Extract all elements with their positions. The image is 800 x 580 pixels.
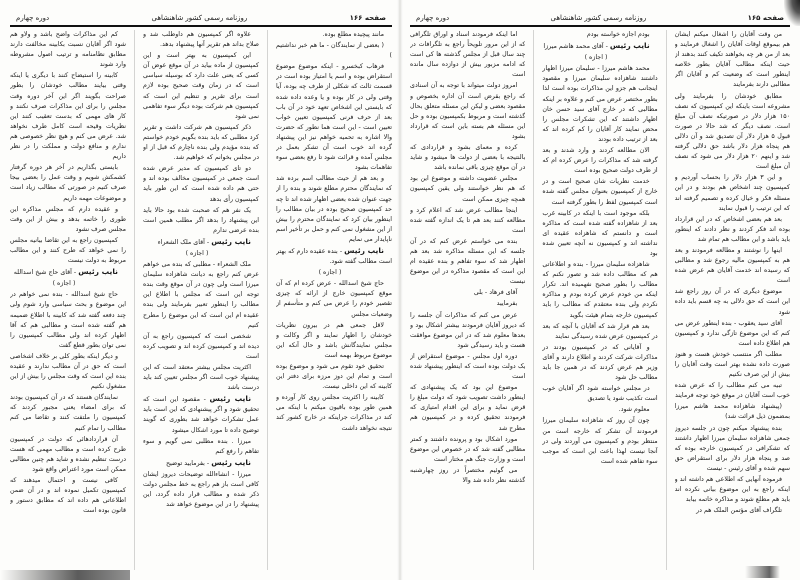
text-column — [410, 30, 525, 570]
body-paragraph: فرموده آنهایی که اطلاعی هم داشته اند و اینکه راجع به این موضوع بیانی نکرده اند باید هم مطلع شوند و مذاکره خاتمه بیابد — [674, 476, 790, 504]
body-paragraph: شاهزاده سلیمان میرزا - بنده و اطلاعاتی هم که مطالب داده شد و تصور نکنم که مطالب را بطور صحیح نفهمیده اند. تکرار اینکه من خودم عرض کرده بودم و مذاکره نکردم ولی بنده معتقدم که مطالب را باید کمپسیون خارجه بتمام هیئت بگوید — [542, 261, 658, 319]
body-paragraph: میرزا . بنده مطلبی نمی گویم و سوء تفاهم را رفع کنم — [143, 437, 259, 455]
speaker-paragraph — [143, 394, 259, 435]
speaker-paragraph — [542, 41, 657, 52]
stage-note: ( اجازه ) — [584, 54, 608, 62]
speaker-paragraph — [276, 246, 392, 267]
body-paragraph: فرهاب کبخسرو - اینکه موضوع موضوع استقراض بوده و اسم یا امتیاز بوده است در قسمت ثالث که شکلی از طرف چه بوده، آیا وقتی ولی در کار بوده و یا وعده داده شده که بایستی این اشخاص تعهد خود در آن باب بعد از حرف فرنی کمپسیون تعیین خواب تعیین است - این است هما نطور که حضرت والا اشاره به تحمیه خواهم نیز این پیشنهاد گرده اند خوب است آن تشکر بعمل در مجلس آمده و قرائت شود تا رفع بعضی سوء تفاهمات بشود — [276, 63, 392, 172]
body-paragraph: بنده پیشنهاد میکنم چون در جلسه دیروز جمعی شاهزاده سلیمان میرزا اظهار داشتند که تشکرافی در کمپسیون خارجه بوده که صد و پنجاه هزار دلار برای استقراض حق سهم شده و آقای رئیس - نیست — [674, 424, 790, 472]
text-column — [542, 30, 657, 570]
body-paragraph: بودم اجازه خواسته بودم — [586, 31, 650, 38]
speaker-name: نایب رئیس — [211, 457, 251, 467]
body-paragraph: میرزا - انشاءالله توضیحات دیروز ایشان کافی است باز هم راجع به خط مجلس دولت ذکر شده و مطالب قرار داده گردد، این پیشنهاد را در این موضوع خواهد شد — [143, 470, 259, 509]
body-paragraph: بعد هم قرار شد که آقایان با آنچه که بعد در کمپسیون عرض شده رسیدگی نمایند — [542, 322, 658, 340]
body-paragraph: دوره اول مجلس - موضوع استقراض از یک دولت بوده است که اینطور پیشنهاد شده است — [410, 352, 526, 381]
body-paragraph: می گوئیم مختصراً در روز چهارشنبه گذشته نظر داده شد والا — [410, 466, 526, 485]
body-paragraph: مورد اشکال بود و پرونده داشتند و کمتر مطالبی گفته شد که در خصوص این موضوع است و وزارت جنگ هم مختار است — [410, 435, 526, 463]
body-paragraph: آن قراردادهائی که دولت در کمپسیون طرح کرده است و مطالب مهمی که هست درست تنظیم نشده و شاید هم چنین مطالبی ممکن است مورد اعتراض واقع شود — [10, 435, 126, 473]
speaker-text: - آقای حاج شیخ اسدالله — [13, 269, 79, 277]
gazette-title: روزنامه رسمی کشور شاهنشاهی — [550, 14, 647, 22]
body-paragraph: این کمپسیون به بهتر است و این کمپسیون از ماده بیاید در آن موقع عوض آن کسی که یعنی علت دارد که بوسیله سیاسی است که در زمان وقت صحیح بوده لازم است برای تقریر و تنظیم این است که کمپسیون هم شرکت بوده دیگر سوء تفاهمی نمی شود — [143, 52, 259, 120]
column-divider — [666, 30, 667, 570]
body-paragraph: الان مطالعه کردند و وارد شدند و بعد گرفته شد که مذاکرات را عرض کرده ام که از طرف دولت صحیح بوده است — [542, 147, 658, 175]
body-paragraph: حاج شیخ اسدالله - بنده نمی خواهم در این موضوع و بحث سیاسی وارد شوم ولی چند دفعه گفته شد که کابینه با اطلاع ضمیمه هم گفته شده است و مطالبی هم که آقا اظهار کرده اند ولی مطالب کمپسیون را نمی توان بطور قطع گفت — [10, 291, 126, 349]
left-page-columns — [10, 30, 392, 570]
body-paragraph: بفرمایید — [496, 300, 518, 308]
body-paragraph: بنده می خواستم عرض کنم که در آن جلسه که این مسئله مذاکره شد بعد هم اظهار شد که سوء تفاهم و بنده عقیده ام این است که مقصود مذاکره در این موضوع نیست — [410, 237, 526, 286]
column-divider — [134, 30, 135, 570]
session-label: دوره چهارم — [416, 14, 450, 22]
book-gutter — [397, 0, 403, 580]
header-rule — [410, 25, 790, 27]
column-divider — [267, 30, 268, 570]
body-paragraph: دو تای کمپسیون که مدیر عرض شده است جمعی در کمپسیون مخالف بوده اند و حتی هم داده شده است که این طور باید کمپسیون رأی بدهد — [143, 165, 259, 203]
speaker-name: نایب رئیس — [609, 41, 650, 51]
speaker-name: نایب رئیس — [344, 245, 384, 255]
right-page — [400, 0, 800, 580]
body-paragraph: ذکر کمپسیون هم شرکت داشت و تقریر کرد مطلبی که باید بنده بگویم خودم خواستم که بنده مؤیدم ولی بنده ناچارم که قبل از او در مجلس بخوانم که خواهیم شد. — [143, 123, 259, 162]
speaker-paragraph — [143, 458, 259, 469]
body-paragraph: لاقل جمعی هم در بیرون نظریات خودشان را اظهار نمایند و اگر وکالت و مجلس نمایندگانش باشد و حال آنکه این موضوع مربوط بهمه است — [276, 321, 392, 359]
body-paragraph: نمایندگان هستند که در آن کمپسیون بودند که برای امضاء یعنی مجبور کردند که کمپسیون را ملتفت کنند و تقاضا می کنم مطالب را تمام کنیم — [10, 394, 126, 432]
session-label: دوره چهارم — [16, 14, 50, 22]
stage-note: ( اجازه ) — [318, 269, 342, 277]
body-paragraph: و این ۳ هزار دلار را بحساب آوردیم و کمپسیون چند اشخاص هم بودند و در این مسئله فکر و خیال کرده و تصمیم گرفته اند که این ترتیب را قبول نمایند — [674, 174, 790, 212]
speaker-name: نایب رئیس — [78, 267, 118, 277]
body-paragraph: معلوم شود. — [618, 406, 650, 414]
body-paragraph: تبیه می کنم مطالب را که عرض شده خوب است آقایان در موقع خود توجه فرمایند — [674, 382, 790, 400]
body-paragraph: اکثریت مجلس بیشتر معتقد است که این پیشنهاد خوب است اگر مجلس تعیین کند باید درست باشد — [143, 364, 259, 392]
body-paragraph: کافی نیست و احتمال میدهند که کمپسیون تکمیل نموده اند و در آن ضمن اطلاعاتی هم داده اند که مطابق دستور و قانون بوده است — [10, 477, 126, 515]
body-paragraph: من وقت آقایان را اشغال میکنم ایشان هم بیموقع اوقات آقایان را اشغال فرمایند و بعد از من هر چه بخواهند تکیف کنند بدهند از حیث اینکه مطالب آقایان بطور خلاصه اینطور است که وضعیت کم و آقایان اگر مطالبی دارند بفرمایند — [674, 31, 790, 89]
right-page-header — [410, 8, 790, 22]
scan-edge-shadow — [784, 0, 800, 26]
body-paragraph: امروز دولت میتواند با توجه به آن اسنادی که راجع بقرض است آن اداره بخصوص و مقصود بعضی و لیکن این مسئله متعلق بحال گذشته است و مربوط بکمپسیون بوده و حل این مسئله هم بسته باین است که قرارداد بشود — [410, 82, 526, 140]
body-paragraph: (پیشنهاد شاهزاده محمد هاشم میرزا بمضمون ذیل قرائت شد) — [674, 403, 790, 421]
body-paragraph: ( بعضی از نمایندگان - ما هم خبر نداشتیم ) — [276, 42, 392, 60]
speaker-paragraph — [143, 237, 259, 248]
body-paragraph: خدمت نظریات شان صحیح است و در خارج از کمپسیون بعنوان مجلس گفته شده است کمپسیون لفظ را بطور گرفته است — [542, 178, 658, 206]
body-paragraph: موضوع این بود که یک پیشنهادی که اینطور داشت تصویب شود که دولت مبلغ را قرض نماید و برای این اقدام امتیازی که فرمودند تحقیق کرده و در کمپسیون هم مطرح شد — [410, 384, 526, 432]
body-paragraph: بلکه موجود است با اینکه در کابینه غرب بعد از شاهزاده گفته شده است که مذاکره است و دانستم که شاهزاده عقیده ای نداشته اند و کمپسیون نه آنچه تعیین شده بود — [542, 209, 658, 257]
body-paragraph: عرض می کنم که مذاکرات آن جلسه را که دیروز آقایان فرمودند بیشتر اشکال بود و بعدها معلوم شد که در این موضوع موافقت هست و باید رسیدگی شود — [410, 311, 526, 349]
body-paragraph: مجلس عضویت داشته و موضوع این بود که هم نظر خواستند ولی یقین کمپسیون همچه چیزی ممکن است — [410, 175, 526, 203]
body-paragraph: آقای سید یعقوب - بنده اینطور عرض می کنم که این موضوع تازگی ندارد و کمپسیون هم اطلاع داده است — [674, 319, 790, 347]
body-paragraph: کابینه را استیضاح کنند با دیگری یا اینکه وقتی بیایند مطالب خودشان را بطور صراحت بگویند اگر این آخر دوره وقت مجلس را برای این مذاکرات صرف نکنند و کار های مهمی که بدست تعقیب کنند این نظریات وقیحه است کامل طرف نخواهد شد. عرض می کنم و هیچ نظر خصوصی هم ندارم و منافع دولت و مملکت را در نظر داریم — [10, 72, 126, 161]
body-paragraph: و آقایانی که در کمپسیون بودند در مذاکرات شرکت کردند و اطلاع دارند و آقای وزیر هم عرض کردند که در همین جا باید مطالب حل شود — [542, 343, 658, 382]
body-paragraph: تحقیق خود تقوم می شود و موضوع بوده است و تمام این دوز مرزه برای دفتر این کابینه که این داخلی نیست. — [276, 363, 392, 391]
speaker-text: - آقای محمد هاشم میرزا — [543, 43, 610, 51]
body-paragraph: و عقیده دارم که مجلس مذاکره این طوری را خاتمه بدهد و بیش از این وقت مجلس صرف نشود — [10, 205, 126, 233]
speaker-text: - مقصود این است که تحقیق شود و اگر پیشنهادی که این است باید عمل تشکرات خواهد شد بطوری که گویند توضیح داده تا مورد اشکال میشود — [143, 396, 259, 434]
body-paragraph: آقای فرهاد - بلی — [473, 289, 518, 297]
body-paragraph: شخصی است که کمپسیون راجع به آن دیده اند و کمپسیون کرده اند و تصویب کرده است — [143, 332, 259, 360]
body-paragraph: یک نفر هم که صحبت شده بود حالا باید این پیشنهاد را بدهد اگر مطلب همین است بنده عرضی ندارم — [143, 206, 259, 234]
text-column — [10, 30, 126, 570]
body-paragraph: حاج شیخ اسدالله - عرض کرده ام که آن موقع کمپسیون خارج از ارائه که چیزی تقصیر خودم را عرض می کنم و متأسفم از وضعیات مجلس — [276, 280, 392, 318]
body-paragraph: مطابق خودشان را بفرمایند ولی مشروعه است باینکه این کمپسیون که نصف ۱۵۰ هزار دلار در صورتیکه نصف آن مبلغ است. نصف دیگر که شد حالا در صورت قبول ۵ هزار دلار آن تصدیق شد و آن دلالی هم پنجاه هزار دلار باشد حق دلالی گرفته شد و اینهم ۲۰ هزار دلار می شود که نصف آن مبلغ است — [674, 92, 790, 171]
gazette-title: روزنامه رسمی کشور شاهنشاهی — [151, 14, 248, 22]
body-paragraph: کابینه را اکثریت مجلس روی کار آورده و همین طور بوده باقیون میکنم با اینکه می کند در مذاکرات جراینکه در خارج کشور کند نتیجه نخواهد داشت — [276, 394, 392, 432]
body-paragraph: کم این مذاکرات واضح باشد و ولاو هم شود اگر آقایان نسبت بکابینه مخالفت دارند مطابق نظامنامه و ترتیب اصول مشروطه وارد شوند — [10, 31, 126, 69]
text-column — [276, 30, 392, 570]
body-paragraph: اینها را نوشتند و مطالعه فرمودند و بعد هم به کمپسیون مالیه رجوع شد و مطالبی که رسیده اند خدمت آقایان هم عرض شده است — [674, 246, 790, 285]
body-paragraph: کمپسیون راجع به این تقاضا بیانیه مجلس را نمی خواهد که طرح کنند و این مطالب مربوط به دولت نیست — [10, 236, 126, 265]
body-paragraph: موضوع دیگری که در آن روز راجع شد این است که حق دلالی به چه قسم باید داده شود — [674, 288, 790, 316]
body-paragraph: و دیگر اینکه بطور کلی بر خلاف اشخاصی است که حق در آن مطالب ندارند و عقیده بنده این است که وقت مجلس را بیش از این مشغول نکنیم — [10, 352, 126, 391]
page-number: صفحه ۱۶۶ — [349, 14, 386, 22]
body-paragraph: کرده و معمای بشود و قراردادی که بالنتیجه با بعضی از دولت ها میشود و شاید در آن موقع چیزی باقی نمانده باشد — [410, 144, 526, 172]
body-paragraph: محمد هاشم میرزا - سلیمان میرزا اظهار داشتند شاهزاده سلیمان میرزا و مقصود اینجانب هم جزو این مذاکرات بوده است لذا بطور مختصر عرض می کنم و علاوه بر اینکه مطالبی که در خارج آقای سید حسن خان اظهار داشتند که این تشکرات مجلس را محض نمایند کار آقایان را کم کرده اند که بعد از ترتیب داده بودند — [542, 65, 658, 143]
body-paragraph: بایستی بگذاریم در آخر هر دوره گرفتار کشمکش شویم و وقت عمل را بعضی بیجا صرف کنیم در صورتی که مطالب زیاد است و موضوعات مهمه داریم — [10, 164, 126, 202]
speaker-text: - بنده عقیده دارم که بهتر است مطالب گفته شود. — [276, 247, 392, 266]
scan-edge-shadow — [0, 570, 130, 580]
body-paragraph: ملک الشعراء - مطلبی که بنده می خواهم عرض کنم راجع به دیانت شاهزاده سلیمان میرزا است ولی چون در آن موقع وقت بنده توجه این است که مجلس با اطلاع این مطالب را اینطور تعبیر بفرمایند ولی بنده عقیده ام این است که این موضوع را مطرح کنیم — [143, 261, 259, 329]
body-paragraph: مطلب اگر منتسب خودش هست و هنوز صورت داده نشده بهتر است وقت آقایان را بیش از این صرف نکنیم — [674, 350, 790, 379]
header-rule — [10, 25, 392, 27]
text-column — [675, 30, 790, 570]
left-page-header — [10, 8, 392, 22]
page-number: صفحه ۱۶۵ — [747, 14, 784, 22]
text-column — [143, 30, 259, 570]
body-paragraph: بعد هم بعضی اشخاص که در این قرارداد بوده اند فکر کردند و نظر دادند که اینطور باید باشد و این مطالب هم تمام شد — [674, 215, 790, 243]
body-paragraph: و بعد هم از حیث مطالب اسم برده شد که نمایندگان محترم مطلع شوند و بنده را از جهت عنوان شده بعضی اظهار شده اند تا چه حد کمپسیون صحیح بوده در بیان مطالب را اینطور بیان کرد که نمایندگان محترم را بیش از این مشغول نمی کنم و حمل بر تأخیر اسم ناپایدار می نمایم — [276, 175, 392, 243]
body-paragraph: تلگراف آقای مؤتمن الملک هم در — [696, 507, 782, 515]
speaker-text: - آقای ملک الشعراء — [157, 238, 212, 246]
right-page-columns — [410, 30, 790, 570]
body-paragraph: در مجلس خواسته شود اگر آقایان خوب است تکذیب شود یا تصدیق — [542, 385, 658, 403]
speaker-text: - بفرمایید توضیح — [165, 459, 212, 467]
body-paragraph: علاوه اگر کمپسیون هم داوطلب شد و صلاح بداند هم تقریر آنها پیشنهاد بدهد. — [143, 31, 259, 49]
body-paragraph: اینجا مطالب عرض شد که اعلام کرد و مطالعه کنند بعد هم تا یک اندازه گفته شده است — [410, 206, 526, 234]
column-divider — [533, 30, 534, 570]
scan-edge-shadow — [745, 566, 780, 578]
stage-note: ( اجازه ) — [52, 280, 76, 288]
body-paragraph: اما اینکه فرمودند اسناد و اوراق تلگرافی که از این مرور تلویحاً راجع به تلگرافات در چند سال قبل از مجلس گذشته ها کی است که ادامه مزبور بیش از دوازده سال مانده است — [410, 31, 526, 79]
speaker-name: نایب رئیس — [209, 394, 252, 404]
speaker-name: نایب رئیس — [211, 236, 251, 246]
stage-note: ( اجازه ) — [185, 249, 209, 257]
body-paragraph: مانند پیچیده مطلع بوده. — [322, 31, 384, 38]
body-paragraph: چون آن روز که شاهزاده سلیمان میرزا فرمودند آن تشکر که خارجه است من منتظر بودم و کمپسیون می آوردند ولی در آنجا نیست لهذا باعث این است که موجب سوء تفاهم شده است — [542, 417, 658, 465]
speaker-paragraph — [10, 267, 126, 278]
